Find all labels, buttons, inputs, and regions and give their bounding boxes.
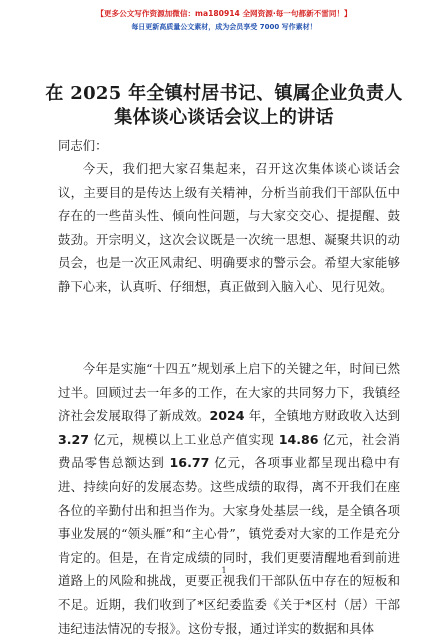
paragraph-1-text: 今天，我们把大家召集起来，召开这次集体谈心谈话会议，主要目的是传达上级有关精神，分析当前我们干部队伍中存在的一些苗头性、倾向性问题，与大家交交心、提提醒、鼓鼓劲。开宗明义，这次会议既是一次统一思想、凝聚共识的动员会，也是一次正风肃纪、明确要求的警示会。希望大家能够静下心来，认真听、仔细想，真正做到入脑入心、见行见效。 <box>58 161 400 294</box>
fiscal-revenue-value: 3.27 <box>58 431 90 447</box>
year-value: 2024 <box>209 408 245 424</box>
page-number: 1 <box>221 566 227 575</box>
industrial-output-value: 14.86 <box>278 431 319 447</box>
paragraph-2-segment: 亿元，规模以上工业总产值实现 <box>89 431 279 447</box>
paragraph-2-text <box>58 357 400 640</box>
promo-banner-line2: 每日更新高质量公文素材，成为会员享受 7000 写作素材！ <box>131 23 317 31</box>
greeting-text: 同志们： <box>58 138 108 153</box>
paragraph-2-segment: 年，全镇地方财政收入达到 <box>244 408 400 424</box>
greeting <box>58 134 400 158</box>
paragraph-2-segment: 亿元，社会消费品零售总额达到 <box>58 431 400 471</box>
paragraph-2 <box>58 357 400 640</box>
paragraph-2-segment: 今年是实施“十四五”规划承上启下的关键之年，时间已然过半。回顾过去一年多的工作，在大家的共同努力下，我镇经济社会发展取得了新成效。 <box>58 361 400 424</box>
paragraph-1 <box>58 157 400 299</box>
paragraph-2-segment: 亿元，各项事业都呈现出稳中有进、持续向好的发展态势。这些成绩的取得，离不开我们在座各位的辛勤付出和担当作为。大家身处基层一线，是全镇各项事业发展的“领头雁”和“主心骨”，镇党委对大家的工作是充分肯定的。但是，在肯定成绩的同时，我们更要清醒地看到前进道路上的风险和挑战，更要正视我们干部队伍中存在的短板和不足。近期，我们收到了*区纪委监委《关于*区村（居）干部违纪违法情况的专报》。这份专报，通过详实的数据和具体 <box>58 455 400 636</box>
retail-sales-value: 16.77 <box>169 455 210 471</box>
promo-banner-line1: 【更多公文写作资源加微信：ma180914 全网资源·每一句都新不雷同！】 <box>96 9 352 18</box>
document-title: 在 2025 年全镇村居书记、镇属企业负责人集体谈心谈话会议上的讲话 <box>45 83 403 128</box>
